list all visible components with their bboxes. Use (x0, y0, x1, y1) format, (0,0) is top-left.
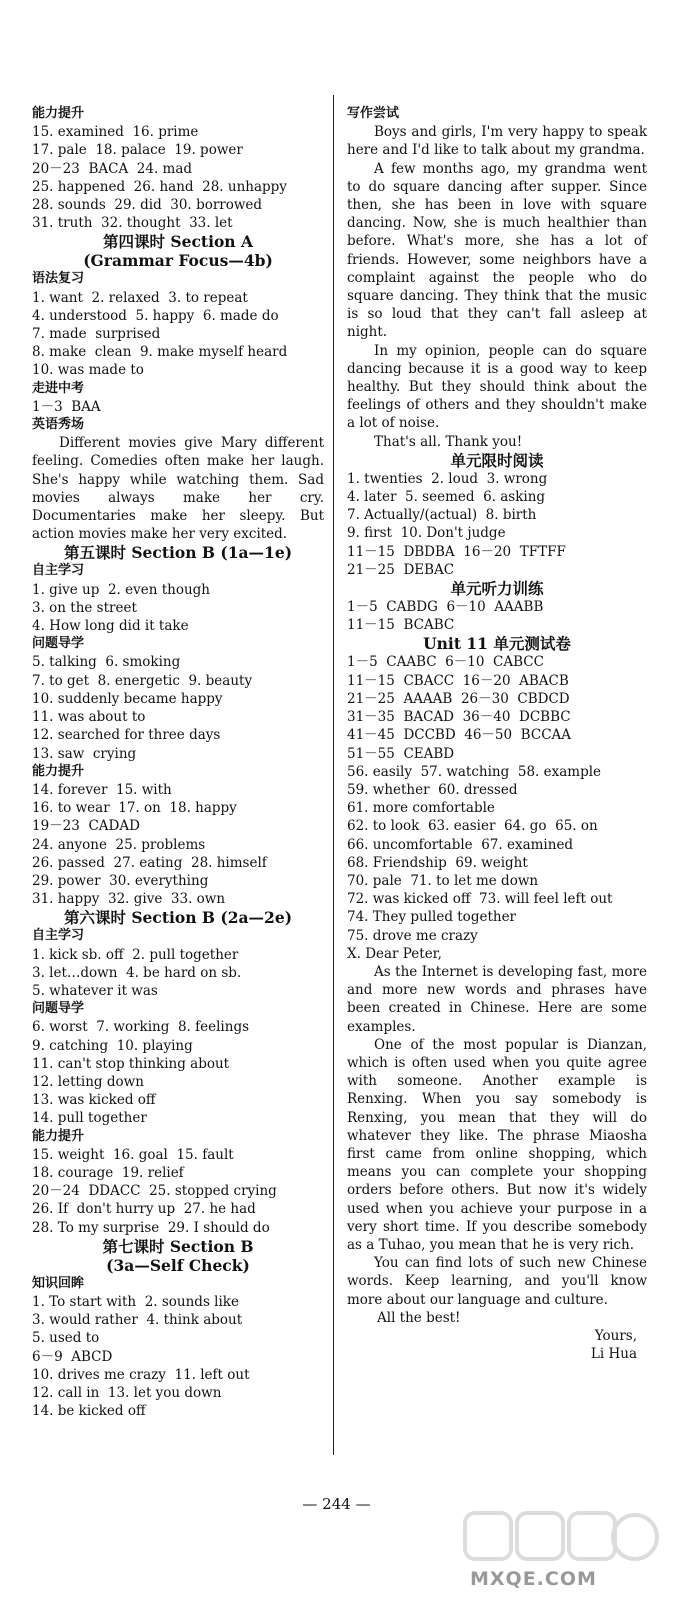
lesson-title: (3a—Self Check) (106, 1255, 250, 1275)
closing-line: All the best! (377, 1309, 461, 1326)
answer-line: 20－24 DDACC 25. stopped crying (32, 1183, 277, 1200)
answer-line: 6. worst 7. working 8. feelings (32, 1019, 250, 1036)
section-heading: 自主学习 (32, 563, 85, 579)
section-heading: 英语秀场 (32, 417, 85, 433)
right-column (347, 105, 647, 1363)
answer-line: 9. first 10. Don't judge (347, 525, 506, 542)
answer-line: 51－55 CEABD (347, 745, 455, 762)
answer-line: 17. pale 18. palace 19. power (32, 142, 243, 159)
lesson-title: 单元听力训练 (450, 579, 544, 599)
answer-line: 28. sounds 29. did 30. borrowed (32, 197, 263, 214)
answer-line: 26. passed 27. eating 28. himself (32, 854, 267, 871)
answer-line: 5. used to (32, 1330, 100, 1347)
paragraph: In my opinion, people can do square dancing because it is a good way to keep healthy. But they should think about the feelings of others and they shouldn't make a lot of noise. (347, 342, 647, 432)
section-heading: 语法复习 (32, 271, 85, 287)
paragraph: One of the most popular is Dianzan, which is often used when you quite agree with someone. Another example is Renxing. When you say somebody is Renxing, you mean that they will do whatever they like. The phrase Miaosha first came from online shopping, which means you can complete your shopping orders before others. But now it's widely used when you achieve your purpose in a very short time. If you describe somebody as a Tuhao, you mean that he is very rich. (347, 1036, 647, 1253)
answer-line: 31－35 BACAD 36－40 DCBBC (347, 709, 571, 726)
signature-line: Li Hua (590, 1346, 637, 1363)
answer-line: 1－5 CAABC 6－10 CABCC (347, 654, 544, 671)
answer-line: 3. on the street (32, 599, 137, 616)
answer-line: 11－15 DBDBA 16－20 TFTFF (347, 543, 566, 560)
section-heading: 自主学习 (32, 928, 85, 944)
answer-line: 11. can't stop thinking about (32, 1055, 230, 1072)
answer-line: 4. How long did it take (32, 618, 189, 635)
answer-line: 1. twenties 2. loud 3. wrong (347, 470, 548, 487)
signature-line: Yours, (594, 1328, 637, 1344)
section-heading: 能力提升 (32, 763, 85, 779)
answer-line: 1. To start with 2. sounds like (32, 1293, 239, 1310)
answer-line: 6－9 ABCD (32, 1348, 113, 1365)
answer-line: 11－15 BCABC (347, 617, 455, 634)
answer-line: 26. If don't hurry up 27. he had (32, 1201, 256, 1218)
section-heading: 写作尝试 (347, 106, 400, 121)
answer-line: 68. Friendship 69. weight (347, 854, 528, 871)
lesson-title: 第五课时 Section B (1a—1e) (63, 543, 293, 563)
answer-line: 9. catching 10. playing (32, 1037, 193, 1054)
answer-line: 21－25 DEBAC (347, 561, 455, 578)
answer-line: 11－15 CBACC 16－20 ABACB (347, 672, 569, 689)
answer-line: 3. let…down 4. be hard on sb. (32, 964, 242, 981)
section-heading: 能力提升 (32, 106, 85, 121)
paragraph: Different movies give Mary different feeling. Comedies often make her laugh. She's happy while watching them. Sad movies always make her cry. Documentaries make her sleepy. But action movies make her very excited. (32, 435, 324, 543)
column-divider (333, 95, 334, 1455)
answer-line: 10. suddenly became happy (32, 690, 223, 707)
answer-line: 31. truth 32. thought 33. let (32, 215, 233, 232)
answer-line: 1－5 CABDG 6－10 AAABB (347, 599, 544, 616)
answer-line: 12. letting down (32, 1073, 144, 1090)
answer-line: 10. drives me crazy 11. left out (32, 1366, 250, 1383)
lesson-title: 单元限时阅读 (450, 450, 544, 470)
answer-line: 10. was made to (32, 362, 144, 379)
answer-line: 66. uncomfortable 67. examined (347, 836, 574, 853)
answer-line: 74. They pulled together (347, 909, 517, 926)
answer-line: 21－25 AAAAB 26－30 CBDCD (347, 690, 570, 707)
left-column (32, 105, 324, 1420)
answer-line: 11. was about to (32, 709, 146, 726)
paragraph: You can find lots of such new Chinese words. Keep learning, and you'll know more about our language and culture. (347, 1255, 647, 1308)
answer-line: 16. to wear 17. on 18. happy (32, 800, 237, 817)
paragraph: A few months ago, my grandma went to do square dancing after supper. Since then, she has been in love with square dancing. Now, she is much healthier than before. What's more, she has a lot of friends. However, some neighbors have a complaint against the people who do square dancing. They think that the music is so loud that they can't fall asleep at night. (347, 160, 647, 341)
answer-line: 31. happy 32. give 33. own (32, 891, 226, 908)
answer-line: 14. be kicked off (32, 1403, 146, 1420)
page-number: — 244 — (302, 1495, 371, 1513)
answer-line: 4. understood 5. happy 6. made do (32, 307, 279, 324)
section-heading: 能力提升 (32, 1128, 85, 1144)
answer-line: 7. Actually/(actual) 8. birth (347, 507, 537, 524)
answer-line: 18. courage 19. relief (32, 1164, 184, 1181)
answer-line: 25. happened 26. hand 28. unhappy (32, 178, 287, 195)
paragraph: Boys and girls, I'm very happy to speak here and I'd like to talk about my grandma. (347, 124, 647, 159)
answer-line: 8. make clean 9. make myself heard (32, 344, 288, 361)
lesson-title: 第六课时 Section B (2a—2e) (63, 908, 293, 928)
answer-line: 13. saw crying (32, 745, 137, 762)
answer-line: 3. would rather 4. think about (32, 1312, 243, 1329)
section-heading: 问题导学 (32, 1001, 85, 1017)
answer-line: 61. more comfortable (347, 800, 495, 817)
answer-line: 59. whether 60. dressed (347, 781, 518, 798)
answer-line: 4. later 5. seemed 6. asking (347, 489, 546, 506)
answer-line: 1. want 2. relaxed 3. to repeat (32, 289, 248, 306)
answer-line: 75. drove me crazy (347, 927, 478, 944)
answer-line: 15. weight 16. goal 15. fault (32, 1146, 234, 1163)
answer-line: 12. searched for three days (32, 727, 221, 744)
answer-line: 14. forever 15. with (32, 781, 172, 798)
answer-line: 29. power 30. everything (32, 872, 209, 889)
section-heading: 问题导学 (32, 636, 85, 652)
answer-line: 19－23 CADAD (32, 818, 140, 835)
answer-line: 7. to get 8. energetic 9. beauty (32, 672, 253, 689)
answer-line: 1. give up 2. even though (32, 581, 210, 598)
answer-line: 72. was kicked off 73. will feel left out (347, 891, 613, 908)
paragraph: As the Internet is developing fast, more and more new words and phrases have been created in Chinese. Here are some examples. (347, 963, 647, 1035)
lesson-title: (Grammar Focus—4b) (83, 251, 273, 271)
answer-line: 41－45 DCCBD 46－50 BCCAA (347, 727, 572, 744)
answer-line: 70. pale 71. to let me down (347, 872, 539, 889)
answer-line: 5. talking 6. smoking (32, 654, 181, 671)
answer-line: 12. call in 13. let you down (32, 1385, 222, 1401)
answer-line: 14. pull together (32, 1110, 147, 1127)
lesson-title: 第七课时 Section B (102, 1236, 254, 1256)
answer-line: 28. To my surprise 29. I should do (32, 1219, 270, 1236)
answer-line: 62. to look 63. easier 64. go 65. on (347, 818, 598, 835)
answer-line: 24. anyone 25. problems (32, 836, 206, 853)
section-heading: 走进中考 (32, 380, 85, 396)
answer-line: 1. kick sb. off 2. pull together (32, 946, 239, 963)
watermark-text: MXQE.COM (470, 1568, 597, 1590)
answer-line: Ⅹ. Dear Peter, (347, 945, 442, 962)
answer-line: 56. easily 57. watching 58. example (347, 763, 602, 780)
answer-line: 20－23 BACA 24. mad (32, 160, 193, 177)
answer-line: 13. was kicked off (32, 1092, 156, 1109)
answer-line: 5. whatever it was (32, 982, 158, 999)
answer-line: 15. examined 16. prime (32, 124, 199, 141)
lesson-title: Unit 11 单元测试卷 (423, 634, 571, 654)
answer-line: 7. made surprised (32, 326, 161, 343)
paragraph: That's all. Thank you! (374, 433, 523, 450)
answer-line: 1－3 BAA (32, 398, 101, 415)
lesson-title: 第四课时 Section A (103, 232, 253, 252)
section-heading: 知识回眸 (32, 1275, 85, 1291)
